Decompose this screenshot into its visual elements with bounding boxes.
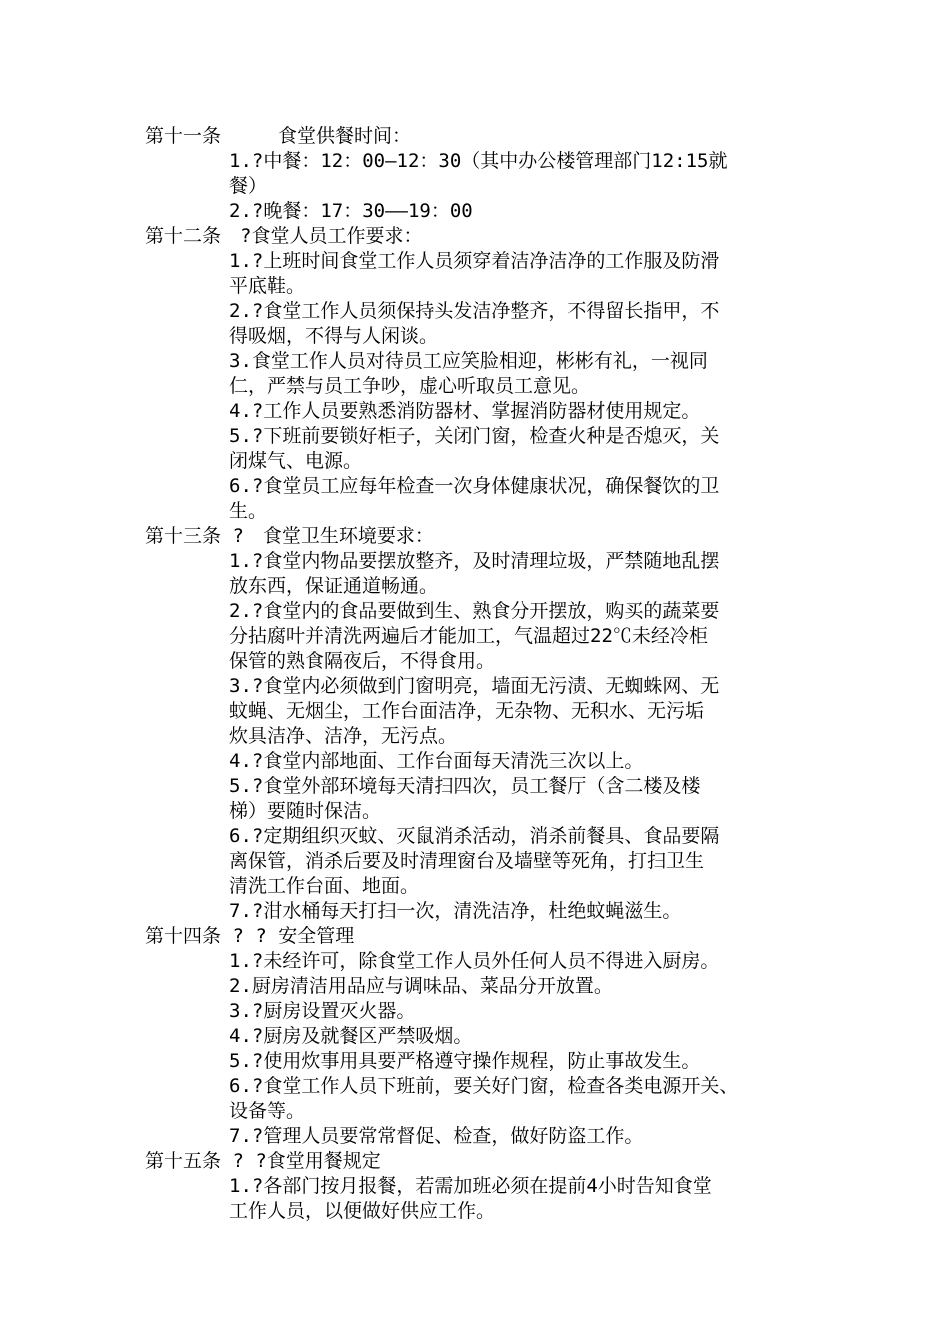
list-item-continuation: 炊具洁净、洁净，无污点。 — [229, 725, 458, 747]
list-item: 5.?食堂外部环境每天清扫四次，员工餐厅（含二楼及楼 — [229, 775, 701, 797]
list-item: 5.?使用炊事用具要严格遵守操作规程，防止事故发生。 — [229, 1050, 701, 1072]
list-item: 1.?未经许可，除食堂工作人员外任何人员不得进入厨房。 — [229, 950, 720, 972]
list-item-continuation: 设备等。 — [229, 1100, 306, 1122]
list-item: 4.?食堂内部地面、工作台面每天清洗三次以上。 — [229, 750, 644, 772]
list-item-continuation: 仁，严禁与员工争吵，虚心听取员工意见。 — [229, 375, 591, 397]
article-heading: 第十五条 ? ?食堂用餐规定 — [145, 1150, 381, 1172]
list-item: 2.?食堂工作人员须保持头发洁净整齐，不得留长指甲，不 — [229, 300, 720, 322]
list-item: 7.?泔水桶每天打扫一次，清洗洁净，杜绝蚊蝇滋生。 — [229, 900, 682, 922]
list-item: 2.?食堂内的食品要做到生、熟食分开摆放，购买的蔬菜要 — [229, 600, 720, 622]
list-item-continuation: 闭煤气、电源。 — [229, 450, 363, 472]
list-item: 1.?中餐：12：00—12：30（其中办公楼管理部门12:15就 — [229, 150, 728, 172]
list-item-continuation: 得吸烟，不得与人闲谈。 — [229, 325, 439, 347]
list-item: 6.?食堂员工应每年检查一次身体健康状况，确保餐饮的卫 — [229, 475, 720, 497]
list-item-continuation: 保管的熟食隔夜后，不得食用。 — [229, 650, 496, 672]
list-item: 4.?厨房及就餐区严禁吸烟。 — [229, 1025, 473, 1047]
article-heading: 第十四条 ? ? 安全管理 — [145, 925, 355, 947]
list-item: 2.厨房清洁用品应与调味品、菜品分开放置。 — [229, 975, 613, 997]
list-item-continuation: 分拈腐叶并清洗两遍后才能加工，气温超过22℃未经冷柜 — [229, 625, 708, 647]
list-item: 3.食堂工作人员对待员工应笑脸相迎，彬彬有礼，一视同 — [229, 350, 708, 372]
list-item-continuation: 生。 — [229, 500, 268, 522]
list-item-continuation: 离保管，消杀后要及时清理窗台及墙壁等死角，打扫卫生 — [229, 850, 705, 872]
article-heading: 第十三条 ? 食堂卫生环境要求： — [145, 525, 434, 547]
list-item: 1.?上班时间食堂工作人员须穿着洁净洁净的工作服及防滑 — [229, 250, 720, 272]
list-item: 3.?食堂内必须做到门窗明亮，墙面无污渍、无蜘蛛网、无 — [229, 675, 720, 697]
list-item: 5.?下班前要锁好柜子，关闭门窗，检查火种是否熄灭，关 — [229, 425, 720, 447]
list-item-continuation: 餐） — [229, 175, 268, 197]
list-item-continuation: 放东西，保证通道畅通。 — [229, 575, 439, 597]
list-item-continuation: 平底鞋。 — [229, 275, 306, 297]
document-body — [145, 124, 815, 1224]
article-heading: 第十一条 食堂供餐时间： — [145, 125, 412, 147]
list-item: 7.?管理人员要常常督促、检查，做好防盗工作。 — [229, 1125, 644, 1147]
list-item: 1.?各部门按月报餐，若需加班必须在提前4小时告知食堂 — [229, 1175, 712, 1197]
list-item: 6.?食堂工作人员下班前，要关好门窗，检查各类电源开关、 — [229, 1075, 739, 1097]
article-heading: 第十二条 ?食堂人员工作要求： — [145, 225, 423, 247]
list-item: 3.?厨房设置灭火器。 — [229, 1000, 416, 1022]
list-item-continuation: 蚊蝇、无烟尘，工作台面洁净，无杂物、无积水、无污垢 — [229, 700, 705, 722]
list-item-continuation: 清洗工作台面、地面。 — [229, 875, 420, 897]
list-item: 4.?工作人员要熟悉消防器材、掌握消防器材使用规定。 — [229, 400, 701, 422]
list-item: 2.?晚餐：17：30——19：00 — [229, 200, 473, 222]
list-item-continuation: 梯）要随时保洁。 — [229, 800, 382, 822]
list-item-continuation: 工作人员，以便做好供应工作。 — [229, 1200, 496, 1222]
list-item: 6.?定期组织灭蚊、灭鼠消杀活动，消杀前餐具、食品要隔 — [229, 825, 720, 847]
list-item: 1.?食堂内物品要摆放整齐，及时清理垃圾，严禁随地乱摆 — [229, 550, 720, 572]
